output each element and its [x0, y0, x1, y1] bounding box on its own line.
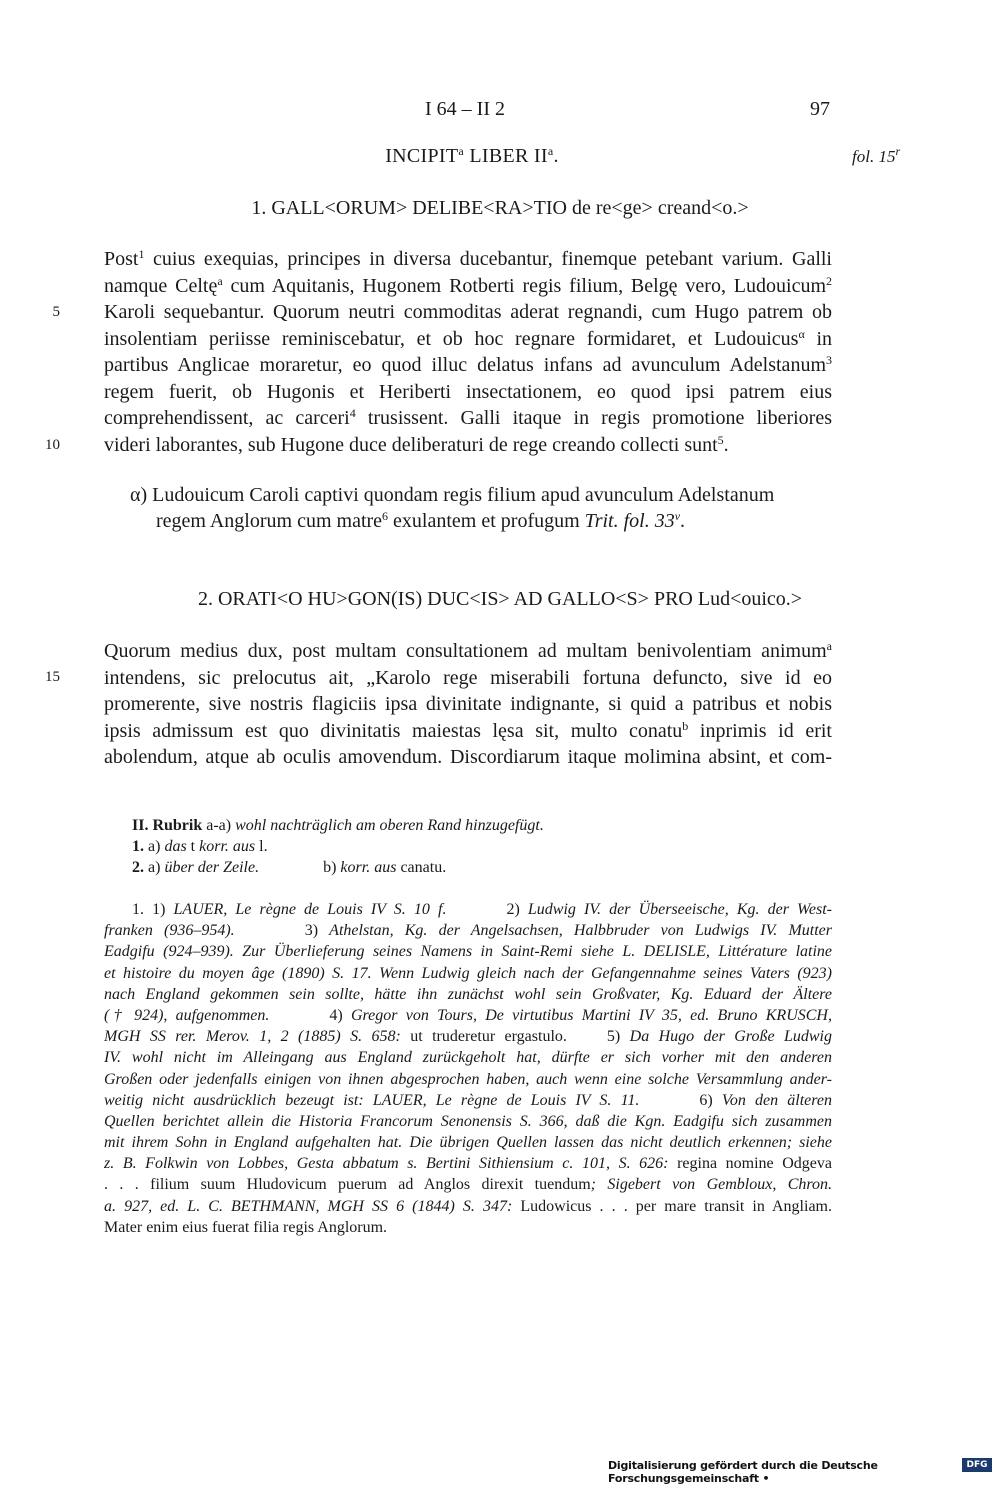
footnote-line: a. 927, ed. L. C. BETHMANN, MGH SS 6 (1844) S. 347: Ludowicus . . . per mare transit in Angliam.	[104, 1197, 832, 1215]
incipit-heading: INCIPIT$^a$ LIBER $II^a$.	[385, 144, 559, 167]
paragraph-1	[104, 246, 832, 458]
footnotes	[104, 899, 832, 1238]
paragraph-2	[104, 638, 832, 771]
footnote-line: MGH SS rer. Merov. 1, 2 (1885) S. 658: ut truderetur ergastulo. 5) Da Hugo der Große Ludwig	[104, 1028, 832, 1046]
text-line: α) Ludouicum Caroli captivi quondam regis filium apud avunculum Adelstanum	[130, 484, 775, 506]
line-number: 5	[52, 304, 60, 320]
chapter-1-title: 1. GALL<ORUM> DELIBE<RA>TIO de re<ge> creand<o.>	[251, 197, 749, 219]
footnote-line: et histoire du moyen âge (1890) S. 17. Wenn Ludwig gleich nach der Gefangennahme seines Vaters (923)	[104, 964, 832, 982]
text-line: regem fuerit, ob Hugonis et Heriberti insectationem, eo quod ipsi patrem eius	[104, 380, 832, 403]
page-number: 97	[810, 98, 830, 120]
footnote-line: IV. wohl nicht im Alleingang aus England zurückgeholt hat, dürfte er sich vorher mit den anderen	[104, 1049, 832, 1067]
text-line: regem Anglorum cum matre$^6$ exulantem et profugum Trit. fol. 33$^v$.	[156, 509, 686, 532]
running-title: I 64 – II 2	[425, 98, 505, 120]
apparatus-line: 2. a) über der Zeile. b) korr. aus canatu.	[132, 859, 447, 876]
critical-apparatus	[132, 815, 832, 878]
text-line: Post$^1$ cuius exequias, principes in diversa ducebantur, finemque petebant varium. Galli	[104, 247, 832, 270]
text-line: abolendum, atque ab oculis amovendum. Discordiarum itaque molimina absint, et com-	[104, 746, 832, 768]
apparatus-line: II. Rubrik a-a) wohl nachträglich am oberen Rand hinzugefügt.	[132, 817, 544, 834]
page-header	[0, 98, 1000, 124]
folio-reference: fol. 15$^r$	[852, 144, 901, 166]
text-line: intendens, sic prelocutus ait, „Karolo rege miserabili fortuna defuncto, sive id eo	[104, 666, 832, 689]
text-line: promerente, sive nostris flagiciis ipsa divinitate indignante, si quid a patribus et nobis	[104, 693, 832, 715]
text-line: comprehendissent, ac carceri$^4$ trusissent. Galli itaque in regis promotione liberiores	[104, 406, 832, 429]
apparatus-line: 1. a) das t korr. aus l.	[132, 838, 268, 855]
footnote-line: z. B. Folkwin von Lobbes, Gesta abbatum s. Bertini Sithiensium c. 101, S. 626: regina nomine Odgeva	[104, 1155, 832, 1173]
footnote-line: nach England gekommen sein sollte, hätte ihn zunächst wohl sein Großvater, Kg. Eduard der Ältere	[104, 985, 832, 1003]
footnote-line: weitig nicht ausdrücklich bezeugt ist: LAUER, Le règne de Louis IV S. 11. 6) Von den älteren	[104, 1091, 832, 1109]
footnote-line: franken (936–954). 3) Athelstan, Kg. der Angelsachsen, Halbbruder von Ludwigs IV. Mutter	[104, 922, 832, 940]
text-line: insolentiam periisse reminiscebatur, et ob hoc regnare formidaret, et Ludouicus$^\alpha$ in	[104, 326, 833, 350]
text-line: videri laborantes, sub Hugone duce deliberaturi de rege creando collecti sunt$^5$.	[104, 432, 729, 456]
footnote-line: Quellen berichtet allein die Historia Francorum Senonensis S. 366, daß die Kgn. Eadgifu sich zusammen	[104, 1112, 832, 1130]
footnote-line: mit ihrem Sohn in England aufgehalten hat. Die übrigen Quellen lassen das nicht deutlich erkennen; siehe	[104, 1134, 832, 1152]
digitization-credit: Digitalisierung gefördert durch die Deutsche Forschungsgemeinschaft •	[608, 1459, 878, 1485]
text-line: partibus Anglicae moraretur, eo quod illuc delatus infans ad avunculum Adelstanum$^3$	[104, 353, 832, 376]
chapter-2-title: 2. ORATI<O HU>GON(IS) DUC<IS> AD GALLO<S> PRO Lud<ouico.>	[197, 588, 803, 610]
footnote-line: Großen oder jedenfalls einigen von ihnen abgesprochen haben, auch wenn eine solche Versammlung ander-	[104, 1070, 832, 1088]
marginal-note-alpha	[130, 482, 830, 534]
footnote-line: . . . filium suum Hludovicum puerum ad Anglos direxit tuendum; Sigebert von Gembloux, Chron.	[104, 1176, 832, 1194]
footnote-line: († 924), aufgenommen. 4) Gregor von Tours, De virtutibus Martini IV 35, ed. Bruno KRUSCH,	[104, 1006, 832, 1024]
text-line: Quorum medius dux, post multam consultationem ad multam benivolentiam animum$^a$	[104, 639, 832, 662]
text-line: ipsis admissum est quo divinitatis maiestas lęsa sit, multo conatu$^b$ inprimis id erit	[104, 718, 832, 742]
line-number: 10	[45, 437, 60, 453]
footnote-line: Eadgifu (924–939). Zur Überlieferung seines Namens in Saint-Remi siehe L. DELISLE, Littérature latine	[104, 943, 832, 961]
footnote-line: Mater enim eius fuerat filia regis Anglorum.	[104, 1218, 388, 1236]
footnote-line: 1. 1) LAUER, Le règne de Louis IV S. 10 f. 2) Ludwig IV. der Überseeische, Kg. der West-	[132, 901, 832, 918]
line-number: 15	[45, 669, 60, 685]
text-line: Karoli sequebantur. Quorum neutri commoditas aderat regnandi, cum Hugo patrem ob	[104, 301, 832, 323]
text-line: namque Celtę$^a$ cum Aquitanis, Hugonem Rotberti regis filium, Belgę vero, Ludouicum$^2$	[104, 273, 832, 297]
dfg-logo: DFG	[962, 1458, 992, 1472]
